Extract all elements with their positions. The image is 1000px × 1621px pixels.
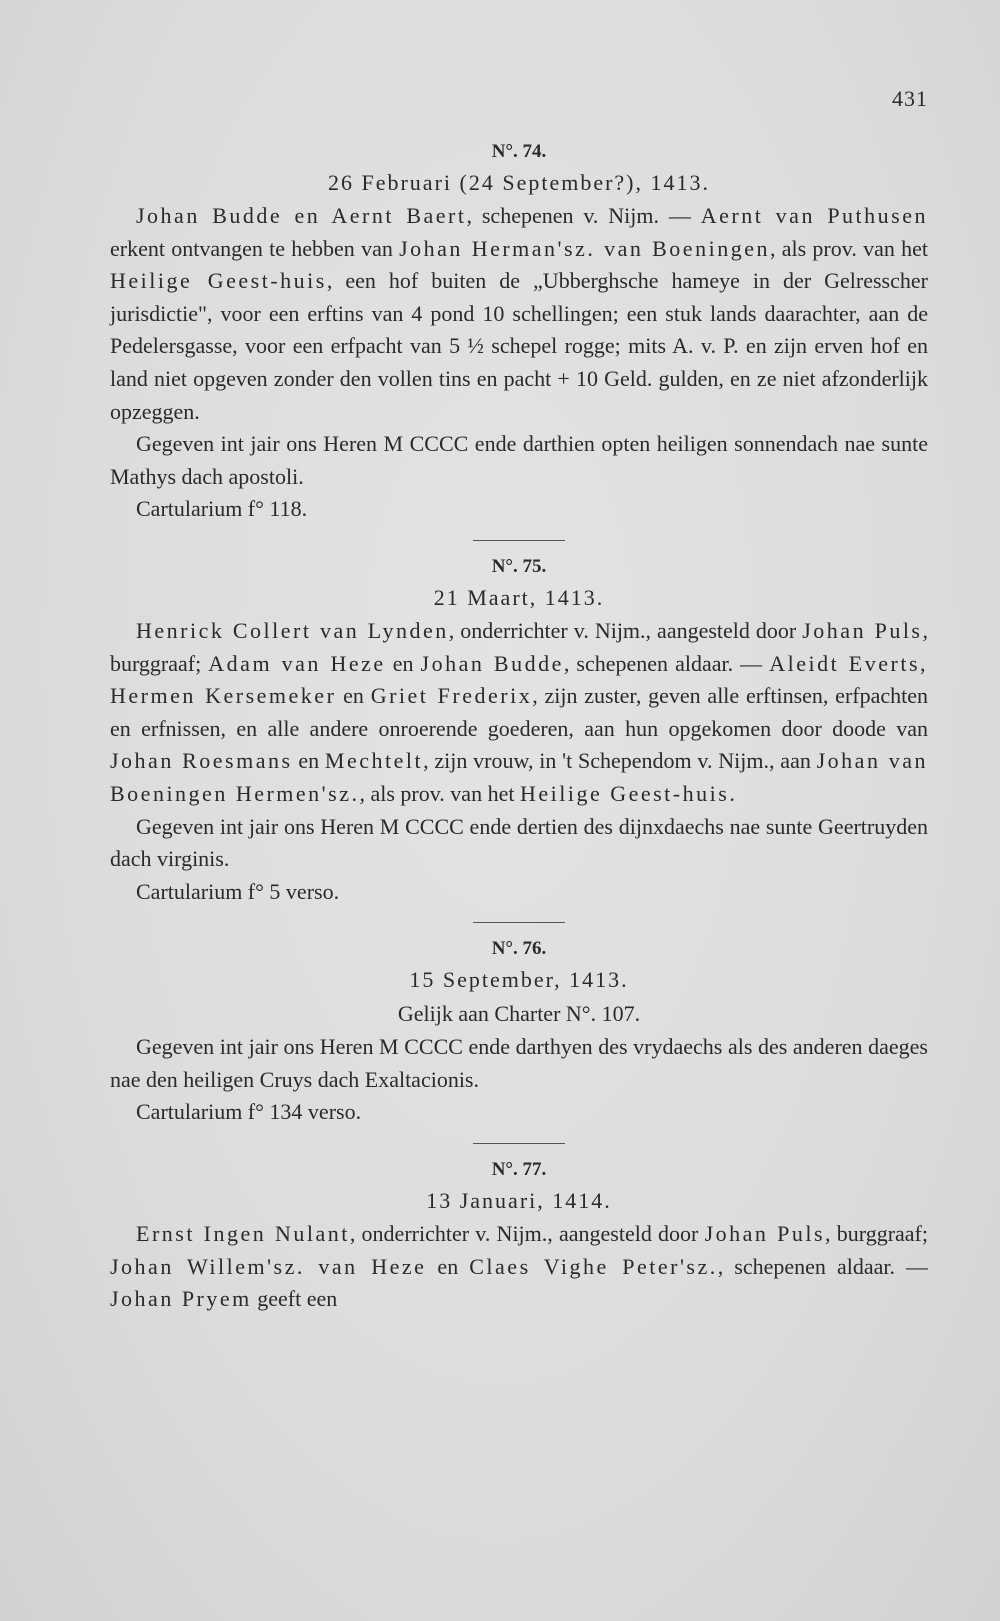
entry-number: N°. 74. (491, 141, 547, 162)
entry-summary (110, 200, 928, 428)
entry-dating-clause: Gegeven int jair ons Heren M CCCC ende darthien opten heiligen sonnendach nae sunte Mathys dach apostoli. (110, 431, 928, 489)
entry-dating-clause: Gegeven int jair ons Heren M CCCC ende darthyen des vrydaechs als des anderen daeges nae den heiligen Cruys dach Exaltacionis. (110, 1034, 928, 1092)
spaced-name: Aleidt Everts, Hermen Kersemeker (110, 650, 929, 709)
text-run: , als prov. van het (769, 235, 929, 261)
entry-source: Cartularium f° 5 verso. (136, 878, 340, 904)
spaced-name: Johan Puls (704, 1221, 826, 1247)
entry-date: 26 Februari (24 September?), 1413. (327, 170, 711, 195)
spaced-name: Johan Puls (802, 617, 923, 643)
entry-reference: Gelijk aan Charter N°. 107. (397, 1001, 641, 1027)
text-run: , burggraaf; (825, 1221, 928, 1247)
spaced-name: Johan Roesmans (110, 748, 293, 774)
spaced-name: Heilige Geest-huis (519, 780, 730, 806)
page-content (110, 138, 928, 1316)
text-run: , schepenen aldaar. — (563, 650, 770, 676)
spaced-name: Heilige Geest-huis (110, 268, 327, 294)
text-run: , onderrichter v. Nijm., aangesteld door (448, 617, 803, 643)
spaced-name: Johan Pryem (110, 1286, 252, 1312)
charter-entry-74 (110, 138, 928, 526)
spaced-name: Aernt van Puthusen (700, 203, 928, 228)
charter-entry-77 (110, 1156, 928, 1316)
spaced-name: Mechtelt (324, 748, 424, 774)
spaced-name: Griet Frederix (370, 683, 533, 709)
entry-number: N°. 76. (491, 938, 547, 960)
spaced-name: Claes Vighe Peter'sz. (469, 1253, 718, 1279)
text-run: , als prov. van het (359, 780, 520, 806)
section-divider (473, 540, 565, 541)
entry-source: Cartularium f° 134 verso. (136, 1099, 362, 1125)
text-run: , zijn vrouw, in 't Schependom v. Nijm., aan (423, 748, 817, 774)
page-number: 431 (892, 86, 928, 111)
text-run: en (385, 650, 421, 676)
entry-number: N°. 75. (491, 555, 547, 577)
entry-summary (110, 615, 928, 811)
text-run: , burggraaf; (110, 617, 928, 676)
spaced-name: Johan Herman'sz. van Boeningen (399, 235, 770, 261)
text-run: en (336, 683, 371, 709)
entry-date: 21 Maart, 1413. (433, 584, 605, 610)
spaced-name: Johan Budde en Aernt Baert (136, 203, 467, 228)
spaced-name: Johan Budde (420, 650, 564, 676)
text-run: , zijn zuster, geven alle erftinsen, erfpachten en erfnissen, en alle andere onroerende goederen, aan hun opgekomen door doode van (110, 683, 928, 741)
text-run: en (292, 748, 325, 774)
text-run: , een hof buiten de „Ubberghsche hameye in der Gelresscher jurisdictie", voor een erftins van 4 pond 10 schellingen; een stuk lands daarachter, aan de Pedelersgasse, voor een erfpacht van 5 ½ schepel rogge; mits A. v. P. en zijn erven hof en land niet opgeven zonder den vollen tins en pacht + 10 Geld. gulden, en ze niet afzonderlijk opzeggen. (110, 268, 928, 424)
text-run: , onderrichter v. Nijm., aangesteld door (349, 1221, 705, 1247)
text-run: en (426, 1253, 470, 1279)
text-run: , schepenen v. Nijm. — (466, 203, 701, 228)
text-run: . (729, 780, 735, 806)
entry-date: 13 Januari, 1414. (426, 1188, 612, 1214)
text-run: , schepenen aldaar. — (717, 1253, 929, 1279)
entry-date: 15 September, 1413. (409, 967, 629, 993)
entry-dating-clause: Gegeven int jair ons Heren M CCCC ende dertien des dijnxdaechs nae sunte Geertruyden dach virginis. (110, 813, 928, 872)
charter-entry-76 (110, 935, 928, 1129)
entry-number: N°. 77. (491, 1159, 547, 1181)
spaced-name: Johan Willem'sz. van Heze (110, 1253, 427, 1279)
section-divider (473, 922, 565, 923)
spaced-name: Ernst Ingen Nulant (136, 1221, 350, 1247)
section-divider (473, 1143, 565, 1144)
text-run: geeft een (251, 1286, 338, 1312)
entry-summary (110, 1218, 928, 1316)
text-run: erkent ontvangen te hebben van (110, 235, 400, 261)
entry-source: Cartularium f° 118. (136, 496, 308, 522)
spaced-name: Johan van Boeningen Hermen'sz. (110, 748, 929, 806)
spaced-name: Henrick Collert van Lynden (136, 617, 449, 643)
charter-entry-75 (110, 553, 928, 908)
spaced-name: Adam van Heze (208, 650, 386, 676)
